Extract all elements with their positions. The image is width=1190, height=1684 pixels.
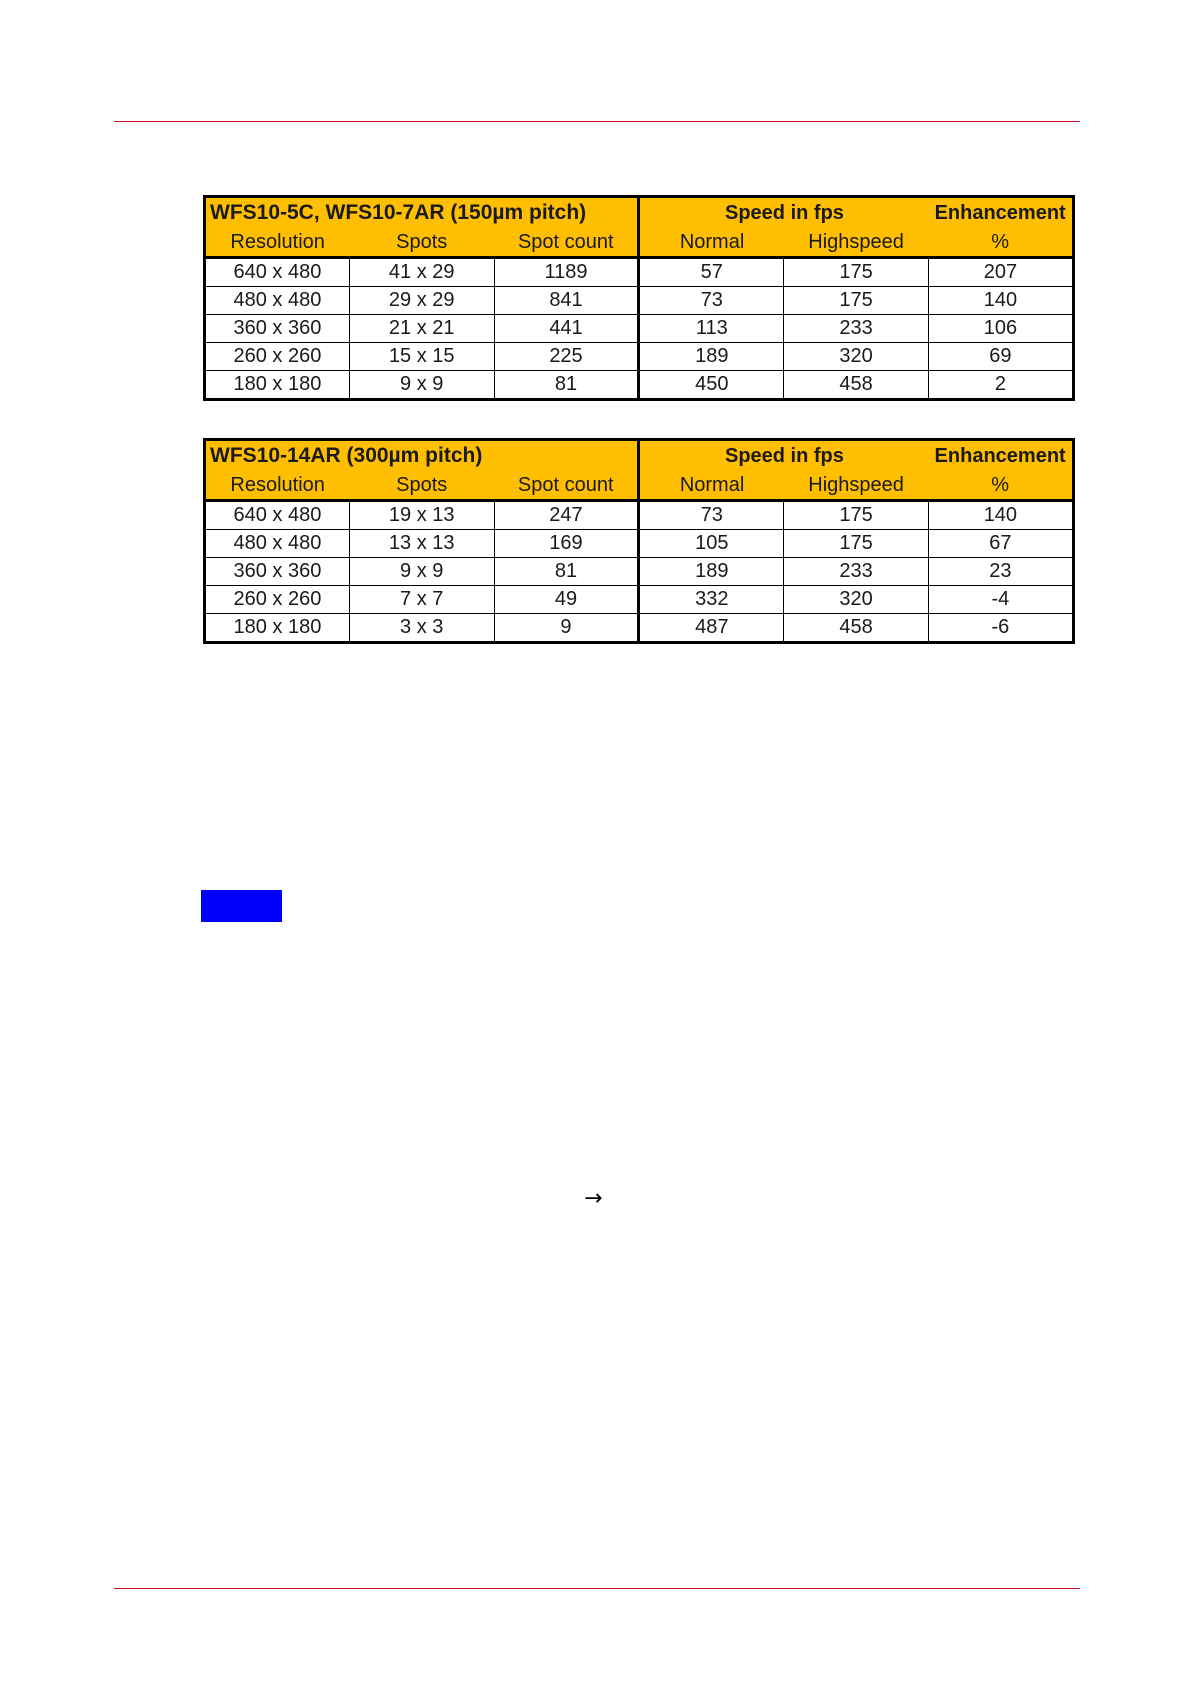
- cell-enhancement: 69: [929, 343, 1074, 371]
- cell-spot-count: 169: [494, 530, 639, 558]
- cell-resolution: 640 x 480: [205, 501, 350, 530]
- cell-spot-count: 441: [494, 315, 639, 343]
- col-header-percent: %: [928, 471, 1073, 501]
- table-row: [205, 558, 1074, 586]
- cell-enhancement: 140: [929, 287, 1074, 315]
- col-header-normal: Normal: [639, 471, 784, 501]
- cell-resolution: 180 x 180: [205, 371, 350, 400]
- cell-normal: 189: [639, 558, 784, 586]
- cell-spots: 15 x 15: [349, 343, 494, 371]
- table-title: WFS10-5C, WFS10-7AR (150µm pitch): [205, 197, 639, 229]
- table-row: [205, 501, 1074, 530]
- table-row: [205, 287, 1074, 315]
- table-row: [205, 530, 1074, 558]
- spec-table-300um: [203, 438, 1075, 644]
- cell-spot-count: 841: [494, 287, 639, 315]
- table-row: [205, 315, 1074, 343]
- col-header-highspeed: Highspeed: [784, 471, 929, 501]
- cell-highspeed: 233: [784, 558, 929, 586]
- cell-highspeed: 175: [784, 258, 929, 287]
- cell-spots: 3 x 3: [349, 614, 494, 643]
- header-rule: [114, 121, 1080, 122]
- cell-highspeed: 175: [784, 530, 929, 558]
- cell-resolution: 180 x 180: [205, 614, 350, 643]
- cell-spot-count: 81: [494, 558, 639, 586]
- cell-spots: 21 x 21: [349, 315, 494, 343]
- column-header-row: [205, 228, 1074, 258]
- cell-highspeed: 175: [784, 501, 929, 530]
- col-header-spots: Spots: [349, 471, 494, 501]
- right-arrow-icon: →: [584, 1186, 603, 1211]
- cell-highspeed: 320: [784, 586, 929, 614]
- blue-highlight-block: [201, 890, 282, 922]
- col-header-resolution: Resolution: [205, 228, 350, 258]
- cell-resolution: 260 x 260: [205, 343, 350, 371]
- cell-normal: 113: [639, 315, 784, 343]
- col-header-resolution: Resolution: [205, 471, 350, 501]
- col-header-spot-count: Spot count: [494, 471, 639, 501]
- cell-resolution: 480 x 480: [205, 287, 350, 315]
- table-title: WFS10-14AR (300µm pitch): [205, 440, 639, 472]
- table-title-row: [205, 197, 1074, 229]
- col-header-normal: Normal: [639, 228, 784, 258]
- cell-normal: 450: [639, 371, 784, 400]
- cell-normal: 332: [639, 586, 784, 614]
- cell-highspeed: 233: [784, 315, 929, 343]
- footer-rule: [114, 1588, 1080, 1589]
- speed-header: Speed in fps: [639, 197, 929, 229]
- cell-spot-count: 1189: [494, 258, 639, 287]
- column-header-row: [205, 471, 1074, 501]
- cell-spot-count: 247: [494, 501, 639, 530]
- cell-normal: 105: [639, 530, 784, 558]
- speed-header: Speed in fps: [639, 440, 929, 472]
- col-header-spots: Spots: [349, 228, 494, 258]
- table-row: [205, 258, 1074, 287]
- cell-normal: 57: [639, 258, 784, 287]
- cell-highspeed: 175: [784, 287, 929, 315]
- cell-normal: 189: [639, 343, 784, 371]
- table-title-row: [205, 440, 1074, 472]
- table-row: [205, 343, 1074, 371]
- table-row: [205, 586, 1074, 614]
- cell-spot-count: 49: [494, 586, 639, 614]
- spec-table-150um: [203, 195, 1075, 401]
- enhancement-header: Enhancement: [929, 197, 1074, 229]
- cell-resolution: 640 x 480: [205, 258, 350, 287]
- cell-spot-count: 225: [494, 343, 639, 371]
- cell-normal: 73: [639, 287, 784, 315]
- cell-spots: 13 x 13: [349, 530, 494, 558]
- cell-spots: 9 x 9: [349, 558, 494, 586]
- cell-enhancement: 106: [929, 315, 1074, 343]
- col-header-percent: %: [929, 228, 1074, 258]
- cell-enhancement: 67: [928, 530, 1073, 558]
- cell-enhancement: -4: [928, 586, 1073, 614]
- cell-enhancement: 140: [928, 501, 1073, 530]
- cell-highspeed: 458: [784, 371, 929, 400]
- cell-resolution: 480 x 480: [205, 530, 350, 558]
- cell-enhancement: 2: [929, 371, 1074, 400]
- cell-spots: 7 x 7: [349, 586, 494, 614]
- table-row: [205, 371, 1074, 400]
- cell-spots: 9 x 9: [349, 371, 494, 400]
- cell-enhancement: 23: [928, 558, 1073, 586]
- cell-resolution: 360 x 360: [205, 558, 350, 586]
- table-row: [205, 614, 1074, 643]
- cell-normal: 73: [639, 501, 784, 530]
- cell-resolution: 360 x 360: [205, 315, 350, 343]
- cell-spots: 29 x 29: [349, 287, 494, 315]
- cell-resolution: 260 x 260: [205, 586, 350, 614]
- cell-spot-count: 81: [494, 371, 639, 400]
- cell-spots: 41 x 29: [349, 258, 494, 287]
- cell-normal: 487: [639, 614, 784, 643]
- cell-highspeed: 458: [784, 614, 929, 643]
- col-header-spot-count: Spot count: [494, 228, 639, 258]
- col-header-highspeed: Highspeed: [784, 228, 929, 258]
- cell-enhancement: -6: [928, 614, 1073, 643]
- cell-spot-count: 9: [494, 614, 639, 643]
- cell-highspeed: 320: [784, 343, 929, 371]
- cell-enhancement: 207: [929, 258, 1074, 287]
- cell-spots: 19 x 13: [349, 501, 494, 530]
- enhancement-header: Enhancement: [928, 440, 1073, 472]
